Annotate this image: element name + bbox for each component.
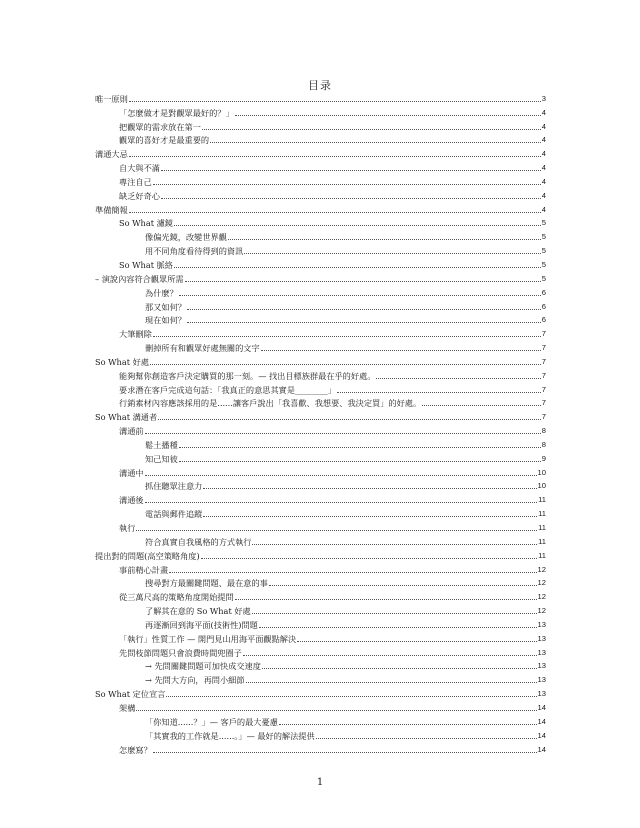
toc-leader-dots <box>279 723 537 725</box>
toc-entry[interactable] <box>95 547 546 561</box>
toc-leader-dots <box>316 737 537 739</box>
toc-entry-page: 10 <box>537 467 546 477</box>
toc-entry-page: 7 <box>541 412 546 422</box>
toc-entry[interactable] <box>95 298 546 312</box>
toc-leader-dots <box>228 238 541 240</box>
toc-entry-text: 「其實我的工作就是......。」— 最好的解法提供 <box>145 730 315 741</box>
toc-leader-dots <box>203 515 537 517</box>
toc-entry-text: → 先問關鍵問題可加快成交速度 <box>145 661 261 672</box>
toc-entry-page: 10 <box>537 481 546 491</box>
toc-entry-text: 鬆土播種 <box>145 439 178 450</box>
toc-leader-dots <box>153 183 541 185</box>
toc-entry[interactable] <box>95 685 546 699</box>
toc-entry-page: 12 <box>537 564 546 574</box>
toc-entry-page: 5 <box>541 259 546 269</box>
toc-leader-dots <box>169 571 536 573</box>
toc-entry-text: 先問枝節問題只會浪費時間兜圈子 <box>119 647 242 658</box>
toc-leader-dots <box>136 709 536 711</box>
toc-entry-page: 8 <box>541 439 546 449</box>
toc-entry-text: 「怎麼做才是對觀眾最好的？」 <box>119 107 234 118</box>
toc-leader-dots <box>262 667 537 669</box>
toc-leader-dots <box>145 432 541 434</box>
toc-leader-dots <box>179 294 541 296</box>
toc-leader-dots <box>158 418 541 420</box>
toc-entry-text: 唯一原則 <box>95 93 128 104</box>
toc-entry[interactable] <box>95 187 546 201</box>
toc-entry-page: 13 <box>537 661 546 671</box>
toc-leader-dots <box>252 543 537 545</box>
toc-entry-text: 抓住聽眾注意力 <box>145 481 203 492</box>
toc-entry[interactable] <box>95 325 546 339</box>
toc-leader-dots <box>244 252 541 254</box>
toc-entry-text: 從三萬尺高的策略角度開始提問 <box>119 592 234 603</box>
toc-leader-dots <box>235 598 537 600</box>
toc-entry-text: So What 定位宣言 <box>95 689 166 700</box>
toc-entry-text: 再逐漸回到海平面(技術性)問題 <box>145 619 258 630</box>
toc-entry[interactable] <box>95 450 546 464</box>
toc-leader-dots <box>243 654 537 656</box>
toc-entry[interactable] <box>95 630 546 644</box>
toc-entry-page: 7 <box>541 384 546 394</box>
toc-title: 目录 <box>308 79 332 92</box>
toc-entry[interactable] <box>95 616 546 630</box>
toc-entry-text: – 演說內容符合觀眾所需 <box>95 273 184 284</box>
toc-entry-page: 5 <box>541 232 546 242</box>
toc-entry-text: 了解其在意的 So What 好處 <box>145 606 251 617</box>
toc-entry-page: 14 <box>537 716 546 726</box>
toc-entry-page: 13 <box>537 689 546 699</box>
toc-entry[interactable] <box>95 575 546 589</box>
toc-entry[interactable] <box>95 395 546 409</box>
toc-entry-page: 11 <box>538 509 546 519</box>
toc-entry-text: 「你知道......？」— 客戶的最大憂慮 <box>145 716 278 727</box>
toc-leader-dots <box>422 404 541 406</box>
toc-entry-page: 11 <box>538 536 546 546</box>
toc-entry-page: 4 <box>541 204 546 214</box>
toc-leader-dots <box>145 474 537 476</box>
toc-entry[interactable] <box>95 602 546 616</box>
toc-entry[interactable] <box>95 699 546 713</box>
toc-leader-dots <box>129 211 541 213</box>
toc-leader-dots <box>246 681 537 683</box>
toc-entry-text: 把觀眾的需求放在第一 <box>119 121 201 132</box>
toc-entry-page: 6 <box>541 315 546 325</box>
toc-leader-dots <box>185 280 541 282</box>
toc-entry-text: 觀眾的喜好才是最重要的 <box>119 135 210 146</box>
toc-entry[interactable] <box>95 464 546 478</box>
toc-entry-page: 11 <box>538 550 546 560</box>
page-number: 1 <box>316 777 324 788</box>
toc-entry-text: 準備簡報 <box>95 204 128 215</box>
toc-entry[interactable] <box>95 519 546 533</box>
toc-entry-text: 提出對的問題(高空策略角度) <box>95 550 200 561</box>
toc-entry[interactable] <box>95 339 546 353</box>
toc-entry-page: 4 <box>541 135 546 145</box>
toc-entry-text: 自大與不滿 <box>119 163 160 174</box>
toc-leader-dots <box>136 529 537 531</box>
toc-entry-page: 7 <box>541 343 546 353</box>
toc-entry[interactable] <box>95 284 546 298</box>
toc-entry[interactable] <box>95 436 546 450</box>
toc-entry-page: 14 <box>537 744 546 754</box>
toc-leader-dots <box>252 612 537 614</box>
toc-entry-text: So What 好處 <box>95 356 149 367</box>
toc-entry-text: 現在如何？ <box>145 315 186 326</box>
toc-entry-page: 13 <box>537 619 546 629</box>
toc-entry[interactable] <box>95 533 546 547</box>
toc-entry-page: 11 <box>538 495 546 505</box>
toc-entry[interactable] <box>95 312 546 326</box>
toc-entry[interactable] <box>95 713 546 727</box>
toc-entry-page: 7 <box>541 329 546 339</box>
toc-entry-page: 7 <box>541 370 546 380</box>
toc-leader-dots <box>153 335 541 337</box>
toc-leader-dots <box>210 141 541 143</box>
toc-leader-dots <box>337 391 541 393</box>
toc-entry-page: 12 <box>537 578 546 588</box>
toc-entry[interactable] <box>95 505 546 519</box>
toc-entry[interactable] <box>95 256 546 270</box>
toc-entry[interactable] <box>95 90 546 104</box>
toc-entry-text: So What 脈絡 <box>119 259 173 270</box>
toc-entry-text: 能夠幫你創造客戶決定購買的那一刻。— 找出目標族群最在乎的好處。 <box>119 370 376 381</box>
toc-leader-dots <box>376 377 540 379</box>
toc-leader-dots <box>259 626 537 628</box>
toc-entry[interactable] <box>95 132 546 146</box>
toc-entry[interactable] <box>95 159 546 173</box>
toc-leader-dots <box>297 640 536 642</box>
toc-entry-page: 4 <box>541 190 546 200</box>
toc-entry-text: 要求潛在客戶完成這句話：「我真正的意思其實是________」 <box>119 384 336 395</box>
toc-entry-page: 4 <box>541 121 546 131</box>
toc-entry-page: 7 <box>541 356 546 366</box>
toc-entry-text: 溝通後 <box>119 495 144 506</box>
toc-leader-dots <box>202 128 541 130</box>
toc-entry-text: 為什麼？ <box>145 287 178 298</box>
toc-entry[interactable] <box>95 422 546 436</box>
toc-entry-page: 13 <box>537 647 546 657</box>
toc-entry[interactable] <box>95 145 546 159</box>
toc-entry-text: 執行 <box>119 523 136 533</box>
toc-entry-page: 4 <box>541 149 546 159</box>
toc-entry-text: 事前精心計畫 <box>119 564 169 575</box>
toc-entry-text: 那又如何？ <box>145 301 186 312</box>
toc-entry-text: 缺乏好奇心 <box>119 190 160 201</box>
toc-leader-dots <box>187 321 541 323</box>
toc-entry-page: 12 <box>537 592 546 602</box>
toc-entry[interactable] <box>95 741 546 755</box>
toc-entry-text: 溝通中 <box>119 467 144 478</box>
table-of-contents <box>95 90 546 755</box>
toc-entry-text: 溝通大忌 <box>95 149 128 160</box>
toc-entry-page: 12 <box>537 606 546 616</box>
toc-entry-page: 9 <box>541 453 546 463</box>
toc-entry-page: 14 <box>537 730 546 740</box>
toc-leader-dots <box>174 266 541 268</box>
toc-leader-dots <box>235 114 541 116</box>
toc-entry[interactable] <box>95 242 546 256</box>
toc-entry-text: 像偏光鏡，改變世界觀 <box>145 232 227 243</box>
toc-entry[interactable] <box>95 118 546 132</box>
toc-entry-page: 6 <box>541 287 546 297</box>
toc-entry[interactable] <box>95 727 546 741</box>
toc-leader-dots <box>201 557 537 559</box>
toc-entry[interactable] <box>95 104 546 118</box>
toc-entry[interactable] <box>95 353 546 367</box>
toc-leader-dots <box>150 363 541 365</box>
toc-entry-page: 14 <box>537 702 546 712</box>
toc-leader-dots <box>153 751 537 753</box>
toc-leader-dots <box>203 487 536 489</box>
toc-entry[interactable] <box>95 228 546 242</box>
toc-entry[interactable] <box>95 491 546 505</box>
toc-entry[interactable] <box>95 478 546 492</box>
toc-entry-page: 4 <box>541 176 546 186</box>
toc-entry[interactable] <box>95 367 546 381</box>
toc-entry-text: So What 濾鏡 <box>119 218 173 229</box>
toc-entry[interactable] <box>95 173 546 187</box>
toc-entry-text: 架構 <box>119 702 136 713</box>
toc-entry[interactable] <box>95 671 546 685</box>
toc-entry[interactable] <box>95 658 546 672</box>
toc-entry-page: 11 <box>538 523 546 532</box>
toc-entry-text: → 先問大方向，再問小細節 <box>145 675 245 686</box>
toc-entry-text: 行銷素材內容應該採用的是......讓客戶說出「我喜歡、我想要、我決定買」的好處。 <box>119 398 422 409</box>
toc-entry-text: 「執行」性質工作 — 開門見山用海平面觀點解決 <box>119 633 297 644</box>
toc-entry-page: 13 <box>537 633 546 643</box>
toc-entry-page: 4 <box>541 163 546 173</box>
toc-entry-text: 用不同角度看待得到的資訊 <box>145 246 244 257</box>
toc-entry[interactable] <box>95 588 546 602</box>
toc-leader-dots <box>129 100 541 102</box>
toc-entry-text: So What 溝通者 <box>95 412 158 423</box>
toc-entry-text: 大筆刪除 <box>119 329 152 340</box>
toc-leader-dots <box>179 446 541 448</box>
toc-entry-text: 知己知彼 <box>145 453 178 464</box>
toc-entry-page: 5 <box>541 273 546 283</box>
toc-entry-text: 符合真實自我風格的方式執行 <box>145 536 252 547</box>
toc-entry[interactable] <box>95 561 546 575</box>
toc-entry-text: 溝通前 <box>119 426 144 437</box>
toc-entry-page: 8 <box>541 426 546 436</box>
toc-entry-page: 3 <box>541 93 546 103</box>
toc-leader-dots <box>187 308 541 310</box>
toc-entry-text: 專注自己 <box>119 176 152 187</box>
toc-entry-text: 電話與郵件追蹤 <box>145 509 203 520</box>
toc-leader-dots <box>129 155 541 157</box>
toc-entry-page: 5 <box>541 246 546 256</box>
toc-entry[interactable] <box>95 215 546 229</box>
toc-leader-dots <box>166 695 536 697</box>
toc-entry-page: 5 <box>541 218 546 228</box>
toc-entry-text: 搜尋對方最關鍵問題、最在意的事 <box>145 578 268 589</box>
toc-leader-dots <box>174 224 541 226</box>
toc-leader-dots <box>161 197 541 199</box>
toc-entry-text: 刪掉所有和觀眾好處無關的文字 <box>145 343 260 354</box>
toc-leader-dots <box>145 501 538 503</box>
toc-entry-page: 6 <box>541 301 546 311</box>
toc-entry-text: 怎麼寫？ <box>119 744 152 755</box>
toc-leader-dots <box>269 584 537 586</box>
toc-entry-page: 13 <box>537 675 546 685</box>
toc-entry[interactable] <box>95 408 546 422</box>
toc-entry[interactable] <box>95 381 546 395</box>
toc-entry-page: 4 <box>541 107 546 117</box>
toc-entry[interactable] <box>95 644 546 658</box>
toc-leader-dots <box>261 349 541 351</box>
toc-entry[interactable] <box>95 270 546 284</box>
toc-entry[interactable] <box>95 201 546 215</box>
toc-leader-dots <box>179 460 541 462</box>
toc-leader-dots <box>161 169 541 171</box>
toc-entry-page: 7 <box>541 398 546 408</box>
